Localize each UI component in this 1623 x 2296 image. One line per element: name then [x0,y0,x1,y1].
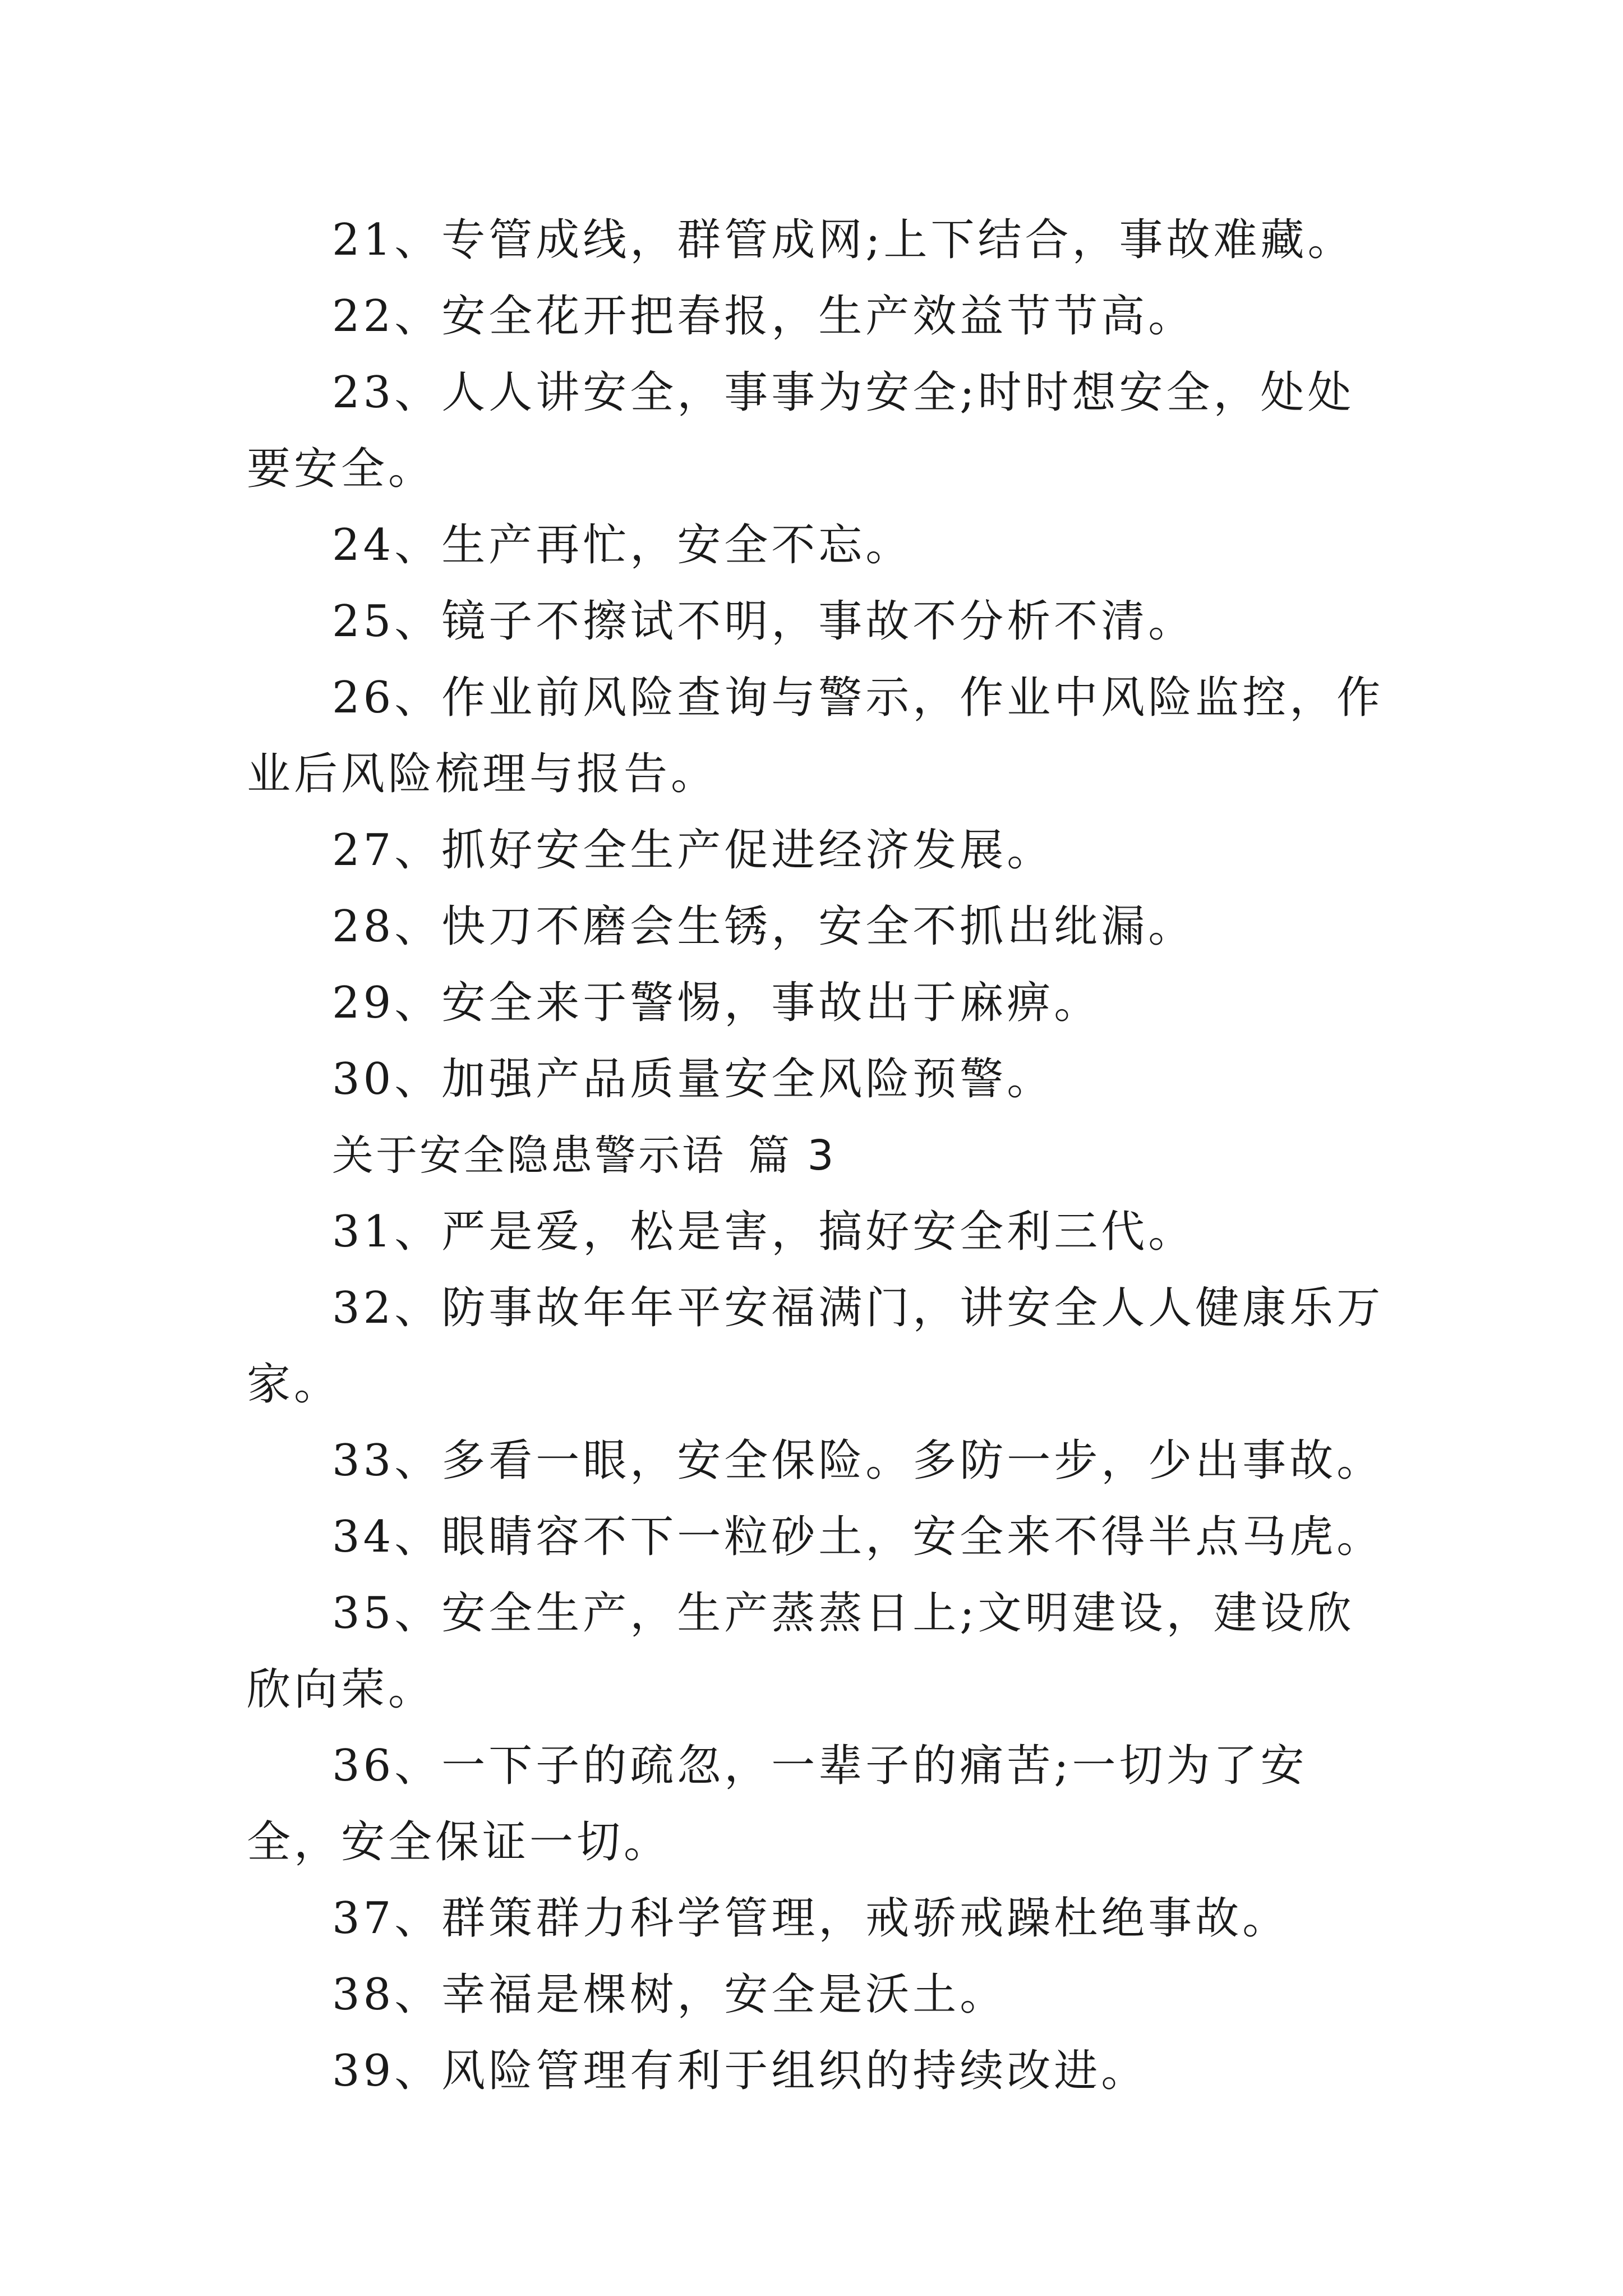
slogan-item-27: 27、抓好安全生产促进经济发展。 [332,825,1054,876]
slogan-item-22: 22、安全花开把春报，生产效益节节高。 [332,291,1196,342]
slogan-item-37: 37、群策群力科学管理，戒骄戒躁杜绝事故。 [332,1893,1290,1944]
slogan-item-23: 23、人人讲安全，事事为安全;时时想安全，处处要安全。 [247,367,1355,494]
slogan-item-31: 31、严是爱，松是害，搞好安全利三代。 [332,1207,1196,1257]
slogan-item-26: 26、作业前风险查询与警示，作业中风险监控，作业后风险梳理与报告。 [247,673,1384,799]
slogan-item-34: 34、眼睛容不下一粒砂土，安全来不得半点马虎。 [332,1512,1384,1562]
slogan-item-25: 25、镜子不擦试不明，事故不分析不清。 [332,596,1196,647]
slogan-item-24: 24、生产再忙，安全不忘。 [332,520,913,570]
slogan-item-39: 39、风险管理有利于组织的持续改进。 [332,2046,1149,2096]
slogan-item-36: 36、一下子的疏忽，一辈子的痛苦;一切为了安全，安全保证一切。 [247,1741,1308,1867]
section-heading-part: 篇 3 [748,1131,836,1180]
slogan-item-28: 28、快刀不磨会生锈，安全不抓出纰漏。 [332,901,1196,952]
section-heading [247,1117,1391,1194]
slogan-item-30: 30、加强产品质量安全风险预警。 [332,1054,1054,1105]
section-heading-title: 关于安全隐患警示语 [332,1131,726,1180]
slogan-item-33: 33、多看一眼，安全保险。多防一步，少出事故。 [332,1435,1384,1486]
document-body [247,202,1391,2109]
slogan-item-29: 29、安全来于警惕，事故出于麻痹。 [332,978,1101,1028]
slogan-item-38: 38、幸福是棵树，安全是沃土。 [332,1970,1007,2020]
slogan-item-21: 21、专管成线，群管成网;上下结合，事故难藏。 [332,215,1355,265]
slogan-item-32: 32、防事故年年平安福满门，讲安全人人健康乐万家。 [247,1283,1384,1410]
slogan-item-35: 35、安全生产，生产蒸蒸日上;文明建设，建设欣欣向荣。 [247,1588,1355,1715]
